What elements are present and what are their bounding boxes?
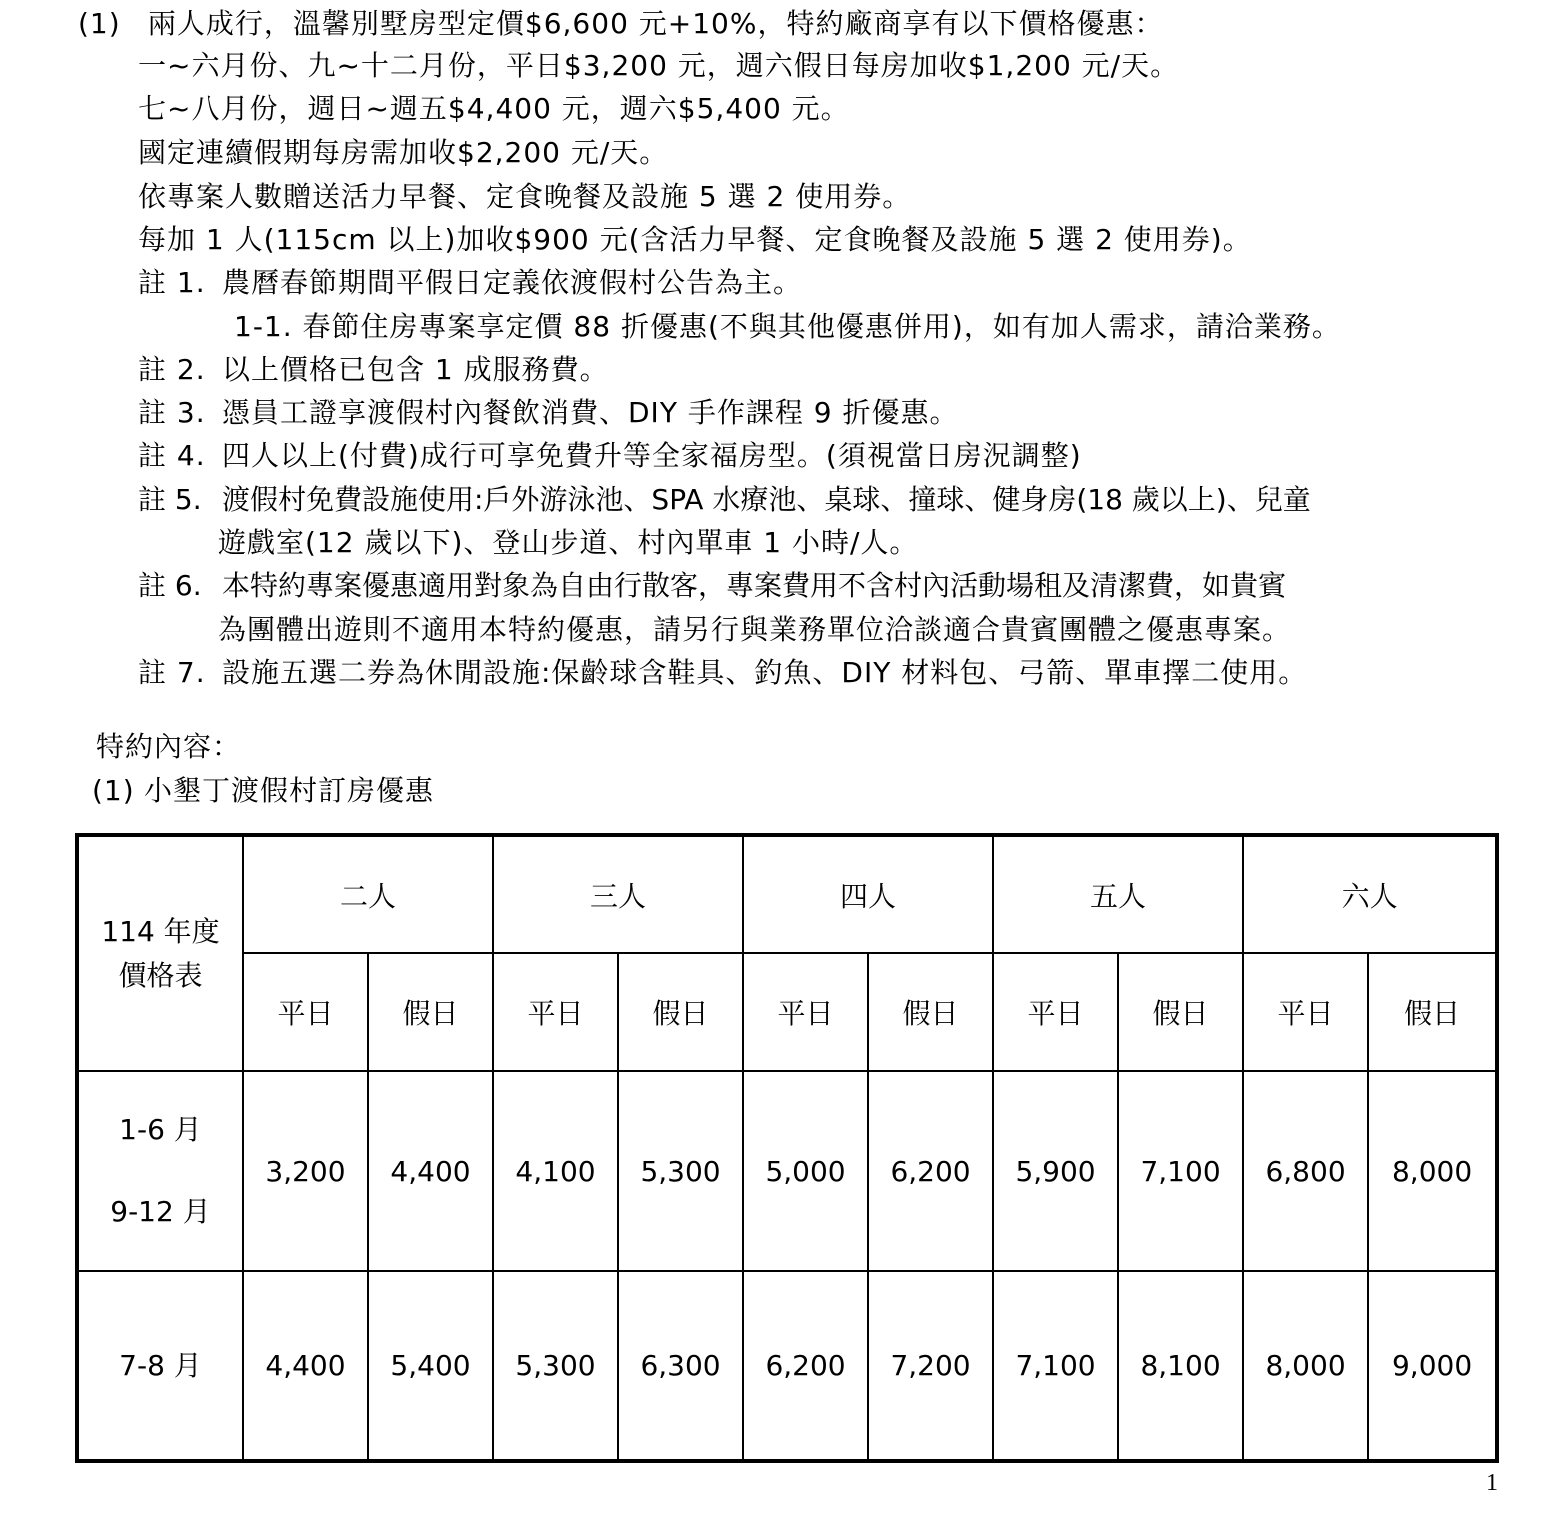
corner-line-2: 價格表 bbox=[118, 958, 203, 992]
note-5 bbox=[138, 482, 1311, 518]
subtitle-text: 小墾丁渡假村訂房優惠 bbox=[144, 774, 435, 807]
weekday-header: 平日 bbox=[1243, 953, 1368, 1071]
price-cell: 8,100 bbox=[1118, 1271, 1243, 1461]
intro-line-5: 依專案人數贈送活力早餐、定食晚餐及設施 5 選 2 使用券。 bbox=[138, 180, 912, 213]
note-4 bbox=[138, 438, 1082, 474]
note-label: 註 2. bbox=[138, 353, 206, 386]
note-6 bbox=[138, 568, 1286, 604]
holiday-header: 假日 bbox=[1368, 953, 1497, 1071]
intro-line-3: 七~八月份，週日~週五$4,400 元，週六$5,400 元。 bbox=[138, 92, 850, 125]
item-number: (1) bbox=[78, 7, 121, 40]
page-number: 1 bbox=[1486, 1470, 1498, 1496]
period-line-2: 9-12 月 bbox=[110, 1195, 211, 1228]
note-6-cont: 為團體出遊則不適用本特約優惠，請另行與業務單位洽談適合貴賓團體之優惠專案。 bbox=[218, 613, 1292, 646]
holiday-header: 假日 bbox=[368, 953, 493, 1071]
price-cell: 5,400 bbox=[368, 1271, 493, 1461]
note-label: 註 4. bbox=[138, 439, 206, 472]
price-cell: 5,000 bbox=[743, 1071, 868, 1271]
price-cell: 4,400 bbox=[368, 1071, 493, 1271]
intro-line-6: 每加 1 人(115cm 以上)加收$900 元(含活力早餐、定食晚餐及設施 5 選 2 使用券)。 bbox=[138, 223, 1252, 256]
intro-text-1: 兩人成行，溫馨別墅房型定價$6,600 元+10%，特約廠商享有以下價格優惠： bbox=[147, 7, 1164, 40]
note-label: 註 3. bbox=[138, 396, 206, 429]
price-cell: 7,200 bbox=[868, 1271, 993, 1461]
note-7 bbox=[138, 655, 1307, 691]
group-header: 五人 bbox=[993, 835, 1243, 953]
weekday-header: 平日 bbox=[743, 953, 868, 1071]
table-corner-cell bbox=[77, 835, 243, 1071]
note-1 bbox=[138, 265, 802, 301]
price-cell: 5,300 bbox=[618, 1071, 743, 1271]
subtitle-number: (1) bbox=[92, 774, 135, 807]
note-label: 註 1. bbox=[138, 266, 206, 299]
intro-line-1 bbox=[78, 6, 1163, 42]
holiday-header: 假日 bbox=[1118, 953, 1243, 1071]
intro-line-4: 國定連續假期每房需加收$2,200 元/天。 bbox=[138, 136, 669, 169]
note-label: 註 7. bbox=[138, 656, 206, 689]
period-line-1: 7-8 月 bbox=[119, 1348, 202, 1382]
note-text: 農曆春節期間平假日定義依渡假村公告為主。 bbox=[222, 266, 803, 299]
table-row bbox=[77, 1271, 1497, 1461]
price-cell: 4,100 bbox=[493, 1071, 618, 1271]
period-cell bbox=[77, 1071, 243, 1271]
price-cell: 6,800 bbox=[1243, 1071, 1368, 1271]
group-header: 二人 bbox=[243, 835, 493, 953]
note-text: 四人以上(付費)成行可享免費升等全家福房型。(須視當日房況調整) bbox=[222, 439, 1082, 472]
group-header: 六人 bbox=[1243, 835, 1497, 953]
price-cell: 6,200 bbox=[868, 1071, 993, 1271]
price-cell: 3,200 bbox=[243, 1071, 368, 1271]
note-1-1: 1-1. 春節住房專案享定價 88 折優惠(不與其他優惠併用)，如有加人需求，請洽業務。 bbox=[234, 310, 1341, 343]
weekday-header: 平日 bbox=[493, 953, 618, 1071]
note-text: 設施五選二券為休閒設施:保齡球含鞋具、釣魚、DIY 材料包、弓箭、單車擇二使用。 bbox=[222, 656, 1308, 689]
note-3 bbox=[138, 395, 958, 431]
group-header: 三人 bbox=[493, 835, 743, 953]
price-cell: 6,200 bbox=[743, 1271, 868, 1461]
price-cell: 4,400 bbox=[243, 1271, 368, 1461]
period-line-1: 1-6 月 bbox=[119, 1113, 202, 1146]
section-subtitle bbox=[92, 773, 434, 809]
group-header: 四人 bbox=[743, 835, 993, 953]
holiday-header: 假日 bbox=[618, 953, 743, 1071]
table-subheader-row bbox=[77, 953, 1497, 1071]
note-5-cont: 遊戲室(12 歲以下)、登山步道、村內單車 1 小時/人。 bbox=[218, 526, 919, 559]
note-2 bbox=[138, 352, 609, 388]
corner-line-1: 114 年度 bbox=[101, 914, 220, 948]
price-cell: 5,300 bbox=[493, 1271, 618, 1461]
price-cell: 7,100 bbox=[993, 1271, 1118, 1461]
table-header-row bbox=[77, 835, 1497, 953]
price-table bbox=[75, 833, 1499, 1463]
price-cell: 5,900 bbox=[993, 1071, 1118, 1271]
intro-line-2: 一~六月份、九~十二月份，平日$3,200 元，週六假日每房加收$1,200 元/天。 bbox=[138, 49, 1180, 82]
price-cell: 6,300 bbox=[618, 1271, 743, 1461]
note-text: 本特約專案優惠適用對象為自由行散客，專案費用不含村內活動場租及清潔費，如貴賓 bbox=[222, 569, 1287, 602]
note-text: 以上價格已包含 1 成服務費。 bbox=[222, 353, 609, 386]
price-cell: 7,100 bbox=[1118, 1071, 1243, 1271]
price-cell: 9,000 bbox=[1368, 1271, 1497, 1461]
holiday-header: 假日 bbox=[868, 953, 993, 1071]
note-label: 註 5. bbox=[138, 483, 202, 516]
period-cell bbox=[77, 1271, 243, 1461]
weekday-header: 平日 bbox=[993, 953, 1118, 1071]
table-row bbox=[77, 1071, 1497, 1271]
section-title: 特約內容： bbox=[96, 730, 242, 763]
weekday-header: 平日 bbox=[243, 953, 368, 1071]
note-text: 憑員工證享渡假村內餐飲消費、DIY 手作課程 9 折優惠。 bbox=[222, 396, 959, 429]
price-cell: 8,000 bbox=[1243, 1271, 1368, 1461]
price-cell: 8,000 bbox=[1368, 1071, 1497, 1271]
note-text: 渡假村免費設施使用:戶外游泳池、SPA 水療池、桌球、撞球、健身房(18 歲以上)、兒童 bbox=[222, 483, 1311, 516]
note-label: 註 6. bbox=[138, 569, 202, 602]
